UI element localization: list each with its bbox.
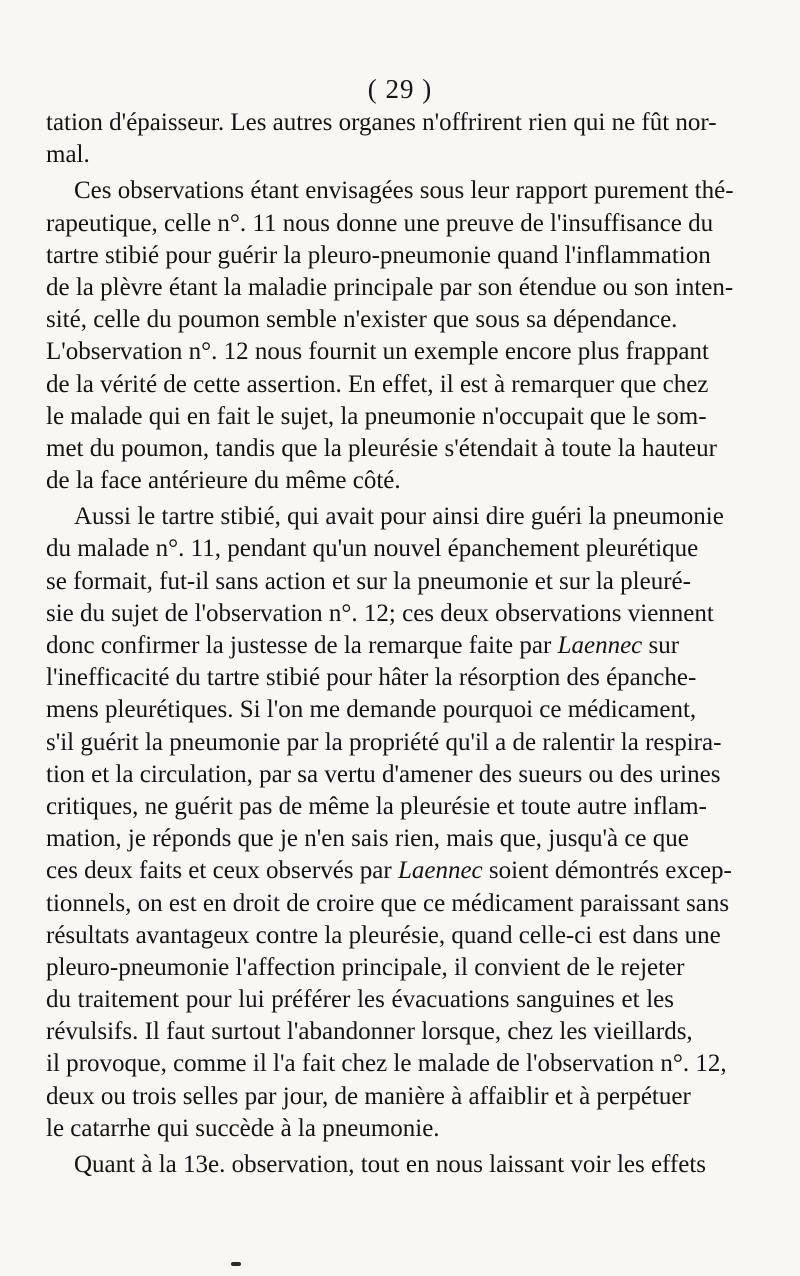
ink-mark bbox=[231, 1262, 241, 1266]
text-line: L'observation n°. 12 nous fournit un exemple encore plus frappant bbox=[46, 338, 709, 366]
text-line: résultats avantageux contre la pleurésie, quand celle-ci est dans une bbox=[46, 921, 721, 949]
text-line: tation d'épaisseur. Les autres organes n'offrirent rien qui ne fût nor- bbox=[46, 109, 717, 136]
text-line: Aussi le tartre stibié, qui avait pour ainsi dire guéri la pneumonie bbox=[74, 503, 724, 531]
text-line: il provoque, comme il l'a fait chez le malade de l'observation n°. 12, bbox=[46, 1050, 727, 1078]
text-line: rapeutique, celle n°. 11 nous donne une preuve de l'insuffisance du bbox=[46, 209, 714, 237]
text-line: ces deux faits et ceux observés par Laennec soient démontrés excep- bbox=[46, 857, 732, 885]
text-line: Ces observations étant envisagées sous leur rapport purement thé- bbox=[74, 177, 734, 205]
italic-name: Laennec bbox=[397, 857, 483, 885]
text-line: pleuro-pneumonie l'affection principale, il convient de le rejeter bbox=[46, 953, 685, 981]
text-line: mens pleurétiques. Si l'on me demande pourquoi ce médicament, bbox=[46, 696, 697, 724]
text-line: de la face antérieure du même côté. bbox=[46, 467, 401, 495]
text-line: tion et la circulation, par sa vertu d'amener des sueurs ou des urines bbox=[46, 760, 721, 788]
text-line: tartre stibié pour guérir la pleuro-pneumonie quand l'inflammation bbox=[46, 241, 711, 269]
text-line: le catarrhe qui succède à la pneumonie. bbox=[46, 1114, 440, 1142]
text-line: révulsifs. Il faut surtout l'abandonner lorsque, chez les vieillards, bbox=[46, 1018, 693, 1046]
text-line: mal. bbox=[46, 141, 90, 169]
text-line: de la vérité de cette assertion. En effet, il est à remarquer que chez bbox=[46, 370, 709, 398]
italic-name: Laennec bbox=[557, 632, 643, 659]
text-line: critiques, ne guérit pas de même la pleurésie et toute autre inflam- bbox=[46, 792, 707, 820]
body-text bbox=[46, 107, 734, 1181]
text-line: de la plèvre étant la maladie principale par son étendue ou son inten- bbox=[46, 273, 734, 301]
text-line: l'inefficacité du tartre stibié pour hâter la résorption des épanche- bbox=[46, 664, 697, 692]
text-line: donc confirmer la justesse de la remarque faite par Laennec sur bbox=[46, 632, 680, 659]
text-line: du malade n°. 11, pendant qu'un nouvel épanchement pleurétique bbox=[46, 535, 699, 563]
text-line: sité, celle du poumon semble n'exister que sous sa dépendance. bbox=[46, 306, 678, 334]
text-line: du traitement pour lui préférer les évacuations sanguines et les bbox=[46, 986, 674, 1014]
page-number: ( 29 ) bbox=[367, 74, 433, 104]
text-line: le malade qui en fait le sujet, la pneumonie n'occupait que le som- bbox=[46, 402, 707, 430]
text-line: Quant à la 13e. observation, tout en nous laissant voir les effets bbox=[74, 1151, 707, 1178]
text-line: deux ou trois selles par jour, de manière à affaiblir et à perpétuer bbox=[46, 1082, 691, 1110]
text-line: sie du sujet de l'observation n°. 12; ces deux observations viennent bbox=[46, 599, 714, 627]
text-line: mation, je réponds que je n'en sais rien, mais que, jusqu'à ce que bbox=[46, 825, 689, 853]
text-line: s'il guérit la pneumonie par la propriété qu'il a de ralentir la respira- bbox=[46, 728, 722, 756]
text-line: tionnels, on est en droit de croire que ce médicament paraissant sans bbox=[46, 889, 730, 917]
text-line: se formait, fut-il sans action et sur la pneumonie et sur la pleuré- bbox=[46, 567, 691, 595]
text-line: met du poumon, tandis que la pleurésie s'étendait à toute la hauteur bbox=[46, 434, 717, 462]
